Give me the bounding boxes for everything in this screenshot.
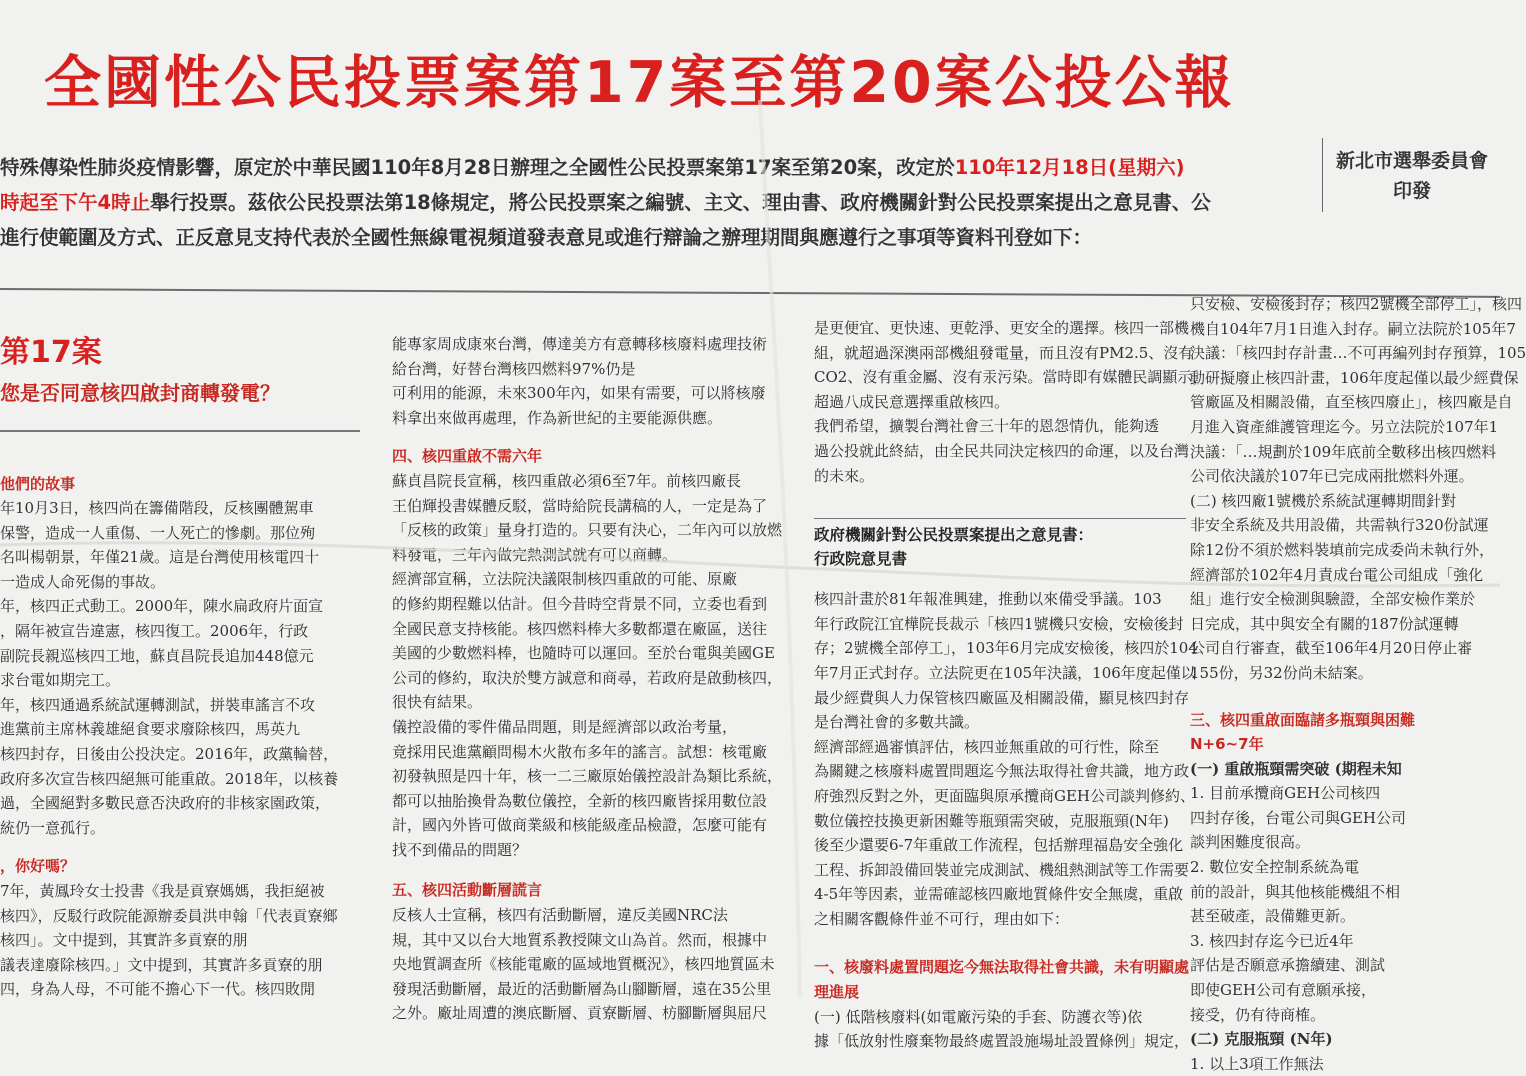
text-line: 為關鍵之核廢料處置問題迄今無法取得社會共識，地方政 <box>814 762 1190 781</box>
text-line: 年10月3日，核四尚在籌備階段，反核團體駕車 <box>0 499 314 518</box>
subsection-heading: (一) 重啟瓶頸需突破 (期程未知 <box>1190 759 1402 778</box>
text-line: 料拿出來做再處理，作為新世紀的主要能源供應。 <box>392 408 723 427</box>
text-line: 1. 以上3項工作無法 <box>1190 1054 1324 1073</box>
vote-time: 時起至下午4時止 <box>0 191 151 214</box>
section-body <box>814 587 1198 931</box>
text-line: 存；2號機全部停工」，103年6月完成安檢後，核四於104 <box>814 639 1198 658</box>
section-body <box>392 469 792 863</box>
text-line: (二) 核四廠1號機於系統試運轉期間針對 <box>1190 491 1457 510</box>
intro-line-2: 時起至下午4時止舉行投票。茲依公民投票法第18條規定，將公民投票案之編號、主文、理由書、政府機關針對公民投票案提出之意見書、公 <box>0 191 1211 214</box>
text-line: 年，核四正式動工。2000年，陳水扁政府片面宣 <box>0 597 324 616</box>
text-line: 公司的修約，取決於雙方誠意和商尋，若政府是啟動核四， <box>392 668 783 687</box>
text-line: 一造成人命死傷的事故。 <box>0 572 166 591</box>
text-line: 組，就超過深澳兩部機組發電量，而且沒有PM2.5、沒有 <box>814 343 1194 362</box>
text-line: ，隔年被宣告違憲，核四復工。2006年，行政 <box>0 622 309 641</box>
text-line: 很快有結果。 <box>392 693 483 712</box>
text-line: 副院長親巡核四工地，蘇貞昌院長追加448億元 <box>0 646 314 665</box>
subsection-heading: (二) 克服瓶頸 (N年) <box>1190 1030 1333 1049</box>
text-line: 的未來。 <box>814 466 875 485</box>
text-line: 除12份不須於燃料裝填前完成委尚未執行外， <box>1190 540 1495 559</box>
text-line: 的修約期程難以估計。但今昔時空背景不同，立委也看到 <box>392 594 768 613</box>
text-line: 非安全系統及共用設備，共需執行320份試運 <box>1190 516 1489 535</box>
issuer-action: 印發 <box>1392 180 1431 202</box>
text-line: 經濟部宣稱，立法院決議限制核四重啟的可能、原廠 <box>392 570 738 589</box>
text-line: 1. 目前承攬商GEH公司核四 <box>1190 784 1381 803</box>
text-line: 經濟部經過審慎評估，核四並無重啟的可行性，除至 <box>814 737 1160 756</box>
page-title: 全國性公民投票案第17案至第20案公投公報 <box>44 50 1235 116</box>
text-line: 是更便宜、更快速、更乾淨、更安全的選擇。核四一部機 <box>814 319 1190 337</box>
text-line: 過公投就此終結，由全民共同決定核四的命運，以及台灣 <box>814 441 1190 460</box>
text-line: 核四」。文中提到，其實許多貢寮的朋 <box>0 931 248 950</box>
text-line: 府強烈反對之外，更面臨與原承攬商GEH公司談判修約、 <box>814 786 1196 805</box>
intro-line-3: 進行使範圍及方式、正反意見支持代表於全國性無線電視頻道發表意見或進行辯論之辦理期間與應遵行之事項等資料刊登如下： <box>0 226 1093 249</box>
text-line: 四，身為人母，不可能不擔心下一代。核四敗閒 <box>0 980 316 999</box>
intro-line-1: 特殊傳染性肺炎疫情影響，原定於中華民國110年8月28日辦理之全國性公民投票案第17案至第20案，改定於110年12月18日(星期六) <box>0 156 1185 179</box>
text-line: 計，國內外皆可做商業級和核能級產品檢證，怎麼可能有 <box>392 816 768 835</box>
text-line: 全國民意支持核能。核四燃料棒大多數都還在廠區，送往 <box>392 619 768 638</box>
text-line: 即使GEH公司有意願承接， <box>1190 981 1377 1000</box>
text-line: 只安檢、安檢後封存；核四2號機全部停工」，核四 <box>1190 295 1523 313</box>
text-line: 反核人士宣稱，核四有活動斷層，違反美國NRC法 <box>392 906 728 925</box>
text-line: CO2、沒有重金屬、沒有汞污染。當時即有媒體民調顯示， <box>814 368 1208 387</box>
text-line: 找不到備品的問題？ <box>392 840 528 859</box>
section-body <box>814 316 1208 488</box>
case-question: 您是否同意核四啟封商轉發電？ <box>0 381 280 405</box>
text-line: 7年，黃鳳玲女士投書《我是貢寮媽媽，我拒絕被 <box>0 882 325 900</box>
text-line: 之相關客觀條件並不可行，理由如下： <box>814 909 1070 928</box>
text-line: 日完成，其中與安全有關的187份試運轉 <box>1190 614 1459 633</box>
text-line: 年7月正式封存。立法院更在105年決議，106年度起僅以 <box>814 663 1196 682</box>
text-line: 給台灣，好替台灣核四燃料97%仍是 <box>392 359 636 378</box>
text-line: 後至少還要6-7年重啟工作流程，包括辦理福島安全強化 <box>814 836 1184 855</box>
issuer-name: 新北市選舉委員會 <box>1335 150 1488 172</box>
section-heading: 他們的故事 <box>0 474 76 493</box>
text-line: 四封存後，台電公司與GEH公司 <box>1190 808 1407 827</box>
intro-paragraph <box>0 150 1310 255</box>
text-line: 年，核四通過系統試運轉測試，拼裝車謠言不攻 <box>0 695 316 714</box>
text-line: 儀控設備的零件備品問題，則是經濟部以政治考量， <box>392 717 738 736</box>
government-opinion-title: 政府機關針對公民投票案提出之意見書： 行政院意見書 <box>814 518 1186 571</box>
text-line: 年行政院江宜樺院長裁示「核四1號機只安檢，安檢後封 <box>814 614 1184 633</box>
section-body <box>814 1005 1190 1054</box>
section-heading: 三、核四重啟面臨諸多瓶頸與困難 <box>1190 710 1416 729</box>
text-line: 名叫楊朝景，年僅21歲。這是台灣使用核電四十 <box>0 548 320 567</box>
text-line: 組」進行安全檢測與驗證，全部安檢作業於 <box>1190 590 1476 609</box>
text-line: 經濟部於102年4月責成台電公司組成「強化 <box>1190 565 1484 584</box>
column-4 <box>1190 292 1526 1073</box>
text-line: 求台電如期完工。 <box>0 671 121 690</box>
section-heading: 五、核四活動斷層謊言 <box>392 881 543 900</box>
text-line: 155份，另32份尚未結案。 <box>1190 663 1373 682</box>
case-number: 第17案 <box>0 335 102 370</box>
text-line: 我們希望，擴製台灣社會三十年的恩怨情仇，能夠透 <box>814 417 1160 436</box>
text-line: 決議：「核四封存計畫…不可再編列封存預算，105 <box>1190 344 1526 363</box>
section-body <box>1190 1052 1500 1076</box>
text-line: 過，全國絕對多數民意否決政府的非核家園政策， <box>0 794 331 813</box>
text-line: 動研擬廢止核四計畫，106年度起僅以最少經費保 <box>1190 368 1519 387</box>
section-body <box>1190 292 1526 686</box>
column-divider <box>0 430 360 432</box>
section-body <box>392 903 792 1026</box>
text-line: 初發執照是四十年，核一二三廠原始儀控設計為類比系統， <box>392 767 783 786</box>
text-line: 核四計畫於81年報准興建，推動以來備受爭議。103 <box>814 590 1162 609</box>
section-heading: 四、核四重啟不需六年 <box>392 447 543 466</box>
text-line: 3. 核四封存迄今已近4年 <box>1190 931 1354 950</box>
section-heading: ，你好嗎？ <box>0 857 76 876</box>
text-line: 前的設計，與其他核能機組不相 <box>1190 882 1401 901</box>
text-line: 最少經費與人力保管核四廠區及相關設備，顯見核四封存 <box>814 688 1190 707</box>
section-body <box>0 879 370 1002</box>
text-line: 評估是否願意承擔續建、測試 <box>1190 956 1386 975</box>
text-line: 管廠區及相關設備，直至核四廢止」，核四廠是自 <box>1190 393 1513 412</box>
text-line: 數位儀控技換更新困難等瓶頸需突破，克服瓶頸(N年) <box>814 811 1169 830</box>
section-heading-cont: 理進展 <box>814 983 860 1002</box>
text-line: 發現活動斷層，最近的活動斷層為山腳斷層，遠在35公里 <box>392 979 772 998</box>
text-line: 甚至破產，設備難更新。 <box>1190 907 1356 926</box>
text-line: 竟採用民進黨顧問楊木火散布多年的謠言。試想：核電廠 <box>392 742 768 761</box>
section-heading: 一、核廢料處置問題迄今無法取得社會共識，未有明顯處 <box>814 958 1190 977</box>
text-line: 政府多次宣告核四絕無可能重啟。2018年，以核養 <box>0 769 339 788</box>
text-line: 工程、拆卸設備回裝並完成測試、機組熱測試等工作需要 <box>814 860 1190 879</box>
text-line: 公司依決議於107年已完成兩批燃料外運。 <box>1190 467 1474 486</box>
text-line: 據「低放射性廢棄物最終處置設施場址設置條例」規定， <box>814 1032 1190 1051</box>
text-line: 能專家周成康來台灣，傳達美方有意轉移核廢料處理技術 <box>392 335 768 353</box>
column-3 <box>814 316 1208 1051</box>
text-line: (一) 低階核廢料(如電廠污染的手套、防護衣等)依 <box>814 1007 1143 1026</box>
text-line: 機自104年7月1日進入封存。嗣立法院於105年7 <box>1190 319 1516 338</box>
text-line: 統仍一意孤行。 <box>0 818 106 837</box>
text-line: 蘇貞昌院長宣稱，核四重啟必須6至7年。前核四廠長 <box>392 471 742 490</box>
section-body <box>1190 781 1500 1027</box>
text-line: 之外。廠址周遭的澳底斷層、貢寮斷層、枋腳斷層與屈尺 <box>392 1004 768 1023</box>
text-line: 4-5年等因素，並需確認核四廠地質條件安全無虞，重啟 <box>814 885 1184 904</box>
text-line: 是台灣社會的多數共識。 <box>814 713 980 732</box>
text-line: 可利用的能源，未來300年內，如果有需要，可以將核廢 <box>392 384 766 403</box>
section-body <box>392 332 792 430</box>
issuer-box <box>1322 138 1501 212</box>
vote-date: 110年12月18日(星期六) <box>954 156 1185 179</box>
text-line: 2. 數位安全控制系統為電 <box>1190 858 1360 877</box>
text-line: 超過八成民意選擇重啟核四。 <box>814 392 1010 411</box>
text-line: 議表達廢除核四。」文中提到，其實許多貢寮的朋 <box>0 955 323 974</box>
text-line: 進黨前主席林義雄絕食要求廢除核四，馬英九 <box>0 720 301 739</box>
text-line: 都可以抽胎換骨為數位儀控，全新的核四廠皆採用數位設 <box>392 791 768 810</box>
text-line: 「反核的政策」量身打造的。只要有決心，二年內可以放燃 <box>392 521 783 540</box>
text-line: 保警，造成一人重傷、一人死亡的慘劇。那位殉 <box>0 523 316 542</box>
text-line: 料發電，三年內做完熱測試就有可以商轉。 <box>392 545 678 564</box>
text-line: 決議：「…規劃於109年底前全數移出核四燃料 <box>1190 442 1497 461</box>
text-line: 美國的少數燃料棒，也隨時可以運回。至於台電與美國GE <box>392 644 775 663</box>
text-line: 規，其中又以台大地質系教授陳文山為首。然而，根據中 <box>392 930 768 949</box>
section-body <box>0 496 370 840</box>
text-line: 王伯輝投書媒體反駁，當時給院長講稿的人，一定是為了 <box>392 496 768 515</box>
section-heading-cont: N+6~7年 <box>1190 735 1264 754</box>
text-line: 接受，仍有待商榷。 <box>1190 1005 1326 1024</box>
text-line: 公司自行審查，截至106年4月20日停止審 <box>1190 639 1473 658</box>
text-line: 核四封存，日後由公投決定。2016年，政黨輪替， <box>0 745 339 764</box>
text-line: 央地質調查所《核能電廠的區域地質概況》，核四地質區未 <box>392 955 775 974</box>
column-1 <box>0 330 370 1030</box>
text-line: 核四》，反駁行政院能源辦委員洪申翰「代表貢寮鄉 <box>0 906 338 925</box>
text-line: 月進入資產維護管理迄今。另立法院於107年1 <box>1190 417 1499 436</box>
column-2 <box>392 332 792 1032</box>
text-line: 談判困難度很高。 <box>1190 833 1311 852</box>
